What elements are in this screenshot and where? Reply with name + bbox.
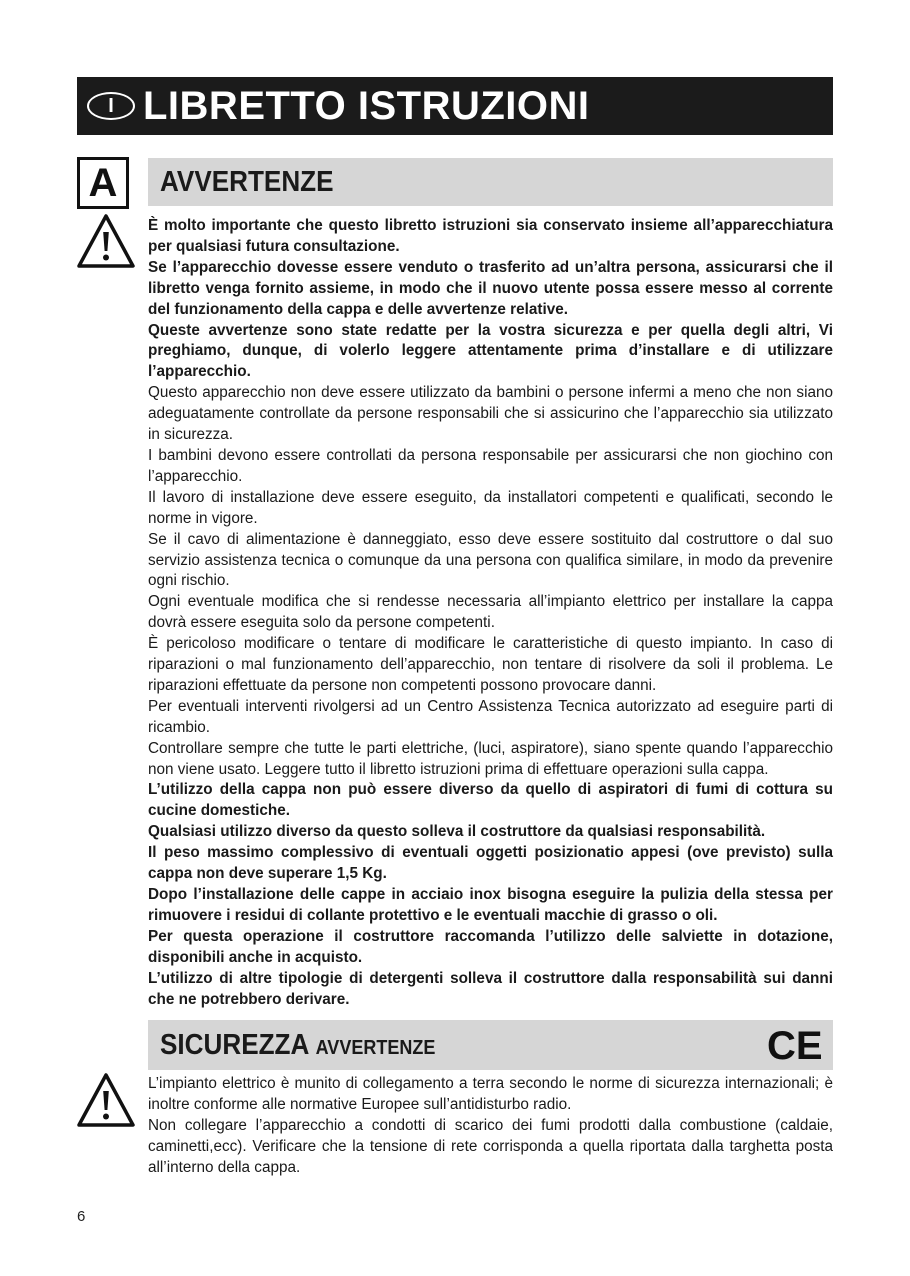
section-title-main: SICUREZZA bbox=[160, 1028, 309, 1061]
page-title: LIBRETTO ISTRUZIONI bbox=[143, 83, 590, 128]
paragraph: Queste avvertenze sono state redatte per la vostra sicurezza e per quella degli altri, Vi preghiamo, dunque, di volerlo leggere attentamente prima d’installare e di utilizzare l’apparecchio. bbox=[148, 321, 833, 381]
section-title bbox=[160, 1029, 435, 1062]
paragraph: Per questa operazione il costruttore raccomanda l’utilizzo delle salviette in dotazione, disponibili anche in acquisto. bbox=[148, 927, 833, 966]
paragraph: Per eventuali interventi rivolgersi ad un Centro Assistenza Tecnica autorizzato ad eseguire parti di ricambio. bbox=[148, 697, 833, 736]
section-header-avvertenze bbox=[148, 158, 833, 206]
title-bar bbox=[77, 77, 833, 135]
paragraph: Non collegare l’apparecchio a condotti di scarico dei fumi prodotti dalla combustione (caldaie, caminetti,ecc). Verificare che la tensione di rete corrisponda a quella riportata dalla targhetta posta all’interno della cappa. bbox=[148, 1116, 833, 1176]
section-letter-badge: A bbox=[77, 157, 129, 209]
paragraph: L’impianto elettrico è munito di collegamento a terra secondo le norme di sicurezza internazionali; è inoltre conforme alle normative Europee sull’antidisturbo radio. bbox=[148, 1075, 833, 1113]
section-subtitle: AVVERTENZE bbox=[315, 1036, 436, 1059]
warning-icon bbox=[76, 213, 136, 269]
paragraph: Se l’apparecchio dovesse essere venduto o trasferito ad un’altra persona, assicurarsi che il libretto venga fornito assieme, in modo che il nuovo utente possa essere messo al corrente del funzionamento della cappa e delle avvertenze relative. bbox=[148, 258, 833, 318]
paragraph: Ogni eventuale modifica che si rendesse necessaria all’impianto elettrico per installare la cappa dovrà essere eseguita solo da persone competenti. bbox=[148, 593, 833, 632]
paragraph: È pericoloso modificare o tentare di modificare le caratteristiche di questo impianto. In caso di riparazioni o mal funzionamento dell’apparecchio, non tentare di risolvere da soli il problema. Le riparazioni effettuate da persone non competenti possono provocare danni. bbox=[148, 635, 833, 694]
paragraph: Qualsiasi utilizzo diverso da questo solleva il costruttore da qualsiasi responsabilità. bbox=[148, 823, 766, 841]
section-b-body bbox=[148, 1074, 833, 1179]
section-header-sicurezza bbox=[148, 1020, 833, 1070]
paragraph: Questo apparecchio non deve essere utilizzato da bambini o persone infermi a meno che non siano adeguatamente controllate da persone responsabili che si assicurino che l’apparecchio sia utilizzato in sicurezza. bbox=[148, 384, 833, 444]
page-number: 6 bbox=[77, 1208, 86, 1225]
section-a-body bbox=[148, 216, 833, 1010]
ce-mark-text: CE bbox=[767, 1025, 823, 1065]
paragraph: È molto importante che questo libretto istruzioni sia conservato insieme all’apparecchiatura per qualsiasi futura consultazione. bbox=[148, 217, 833, 255]
section-title: AVVERTENZE bbox=[160, 165, 334, 198]
ce-mark-icon bbox=[765, 1025, 825, 1065]
paragraph: I bambini devono essere controllati da persona responsabile per assicurarsi che non giochino con l’apparecchio. bbox=[148, 446, 833, 485]
paragraph: Controllare sempre che tutte le parti elettriche, (luci, aspiratore), siano spente quando l’apparecchio non viene usato. Leggere tutto il libretto istruzioni prima di effettuare operazioni sulla cappa. bbox=[148, 739, 833, 778]
paragraph: Se il cavo di alimentazione è danneggiato, esso deve essere sostituito dal costruttore o dal suo servizio assistenza tecnica o comunque da una persona con qualifica similare, in modo da prevenire ogni rischio. bbox=[148, 530, 833, 590]
paragraph: L’utilizzo della cappa non può essere diverso da quello di aspiratori di fumi di cottura su cucine domestiche. bbox=[148, 781, 833, 820]
paragraph: L’utilizzo di altre tipologie di detergenti solleva il costruttore dalla responsabilità sui danni che ne potrebbero derivare. bbox=[148, 969, 833, 1008]
paragraph: Dopo l’installazione delle cappe in acciaio inox bisogna eseguire la pulizia della stessa per rimuovere i residui di collante protettivo e le eventuali macchie di grasso o oli. bbox=[148, 886, 833, 924]
warning-icon bbox=[76, 1072, 136, 1128]
paragraph: Il lavoro di installazione deve essere eseguito, da installatori competenti e qualificati, secondo le norme in vigore. bbox=[148, 488, 833, 527]
paragraph: Il peso massimo complessivo di eventuali oggetti posizionatio appesi (ove previsto) sulla cappa non deve superare 1,5 Kg. bbox=[148, 844, 833, 883]
language-badge: I bbox=[87, 92, 135, 120]
